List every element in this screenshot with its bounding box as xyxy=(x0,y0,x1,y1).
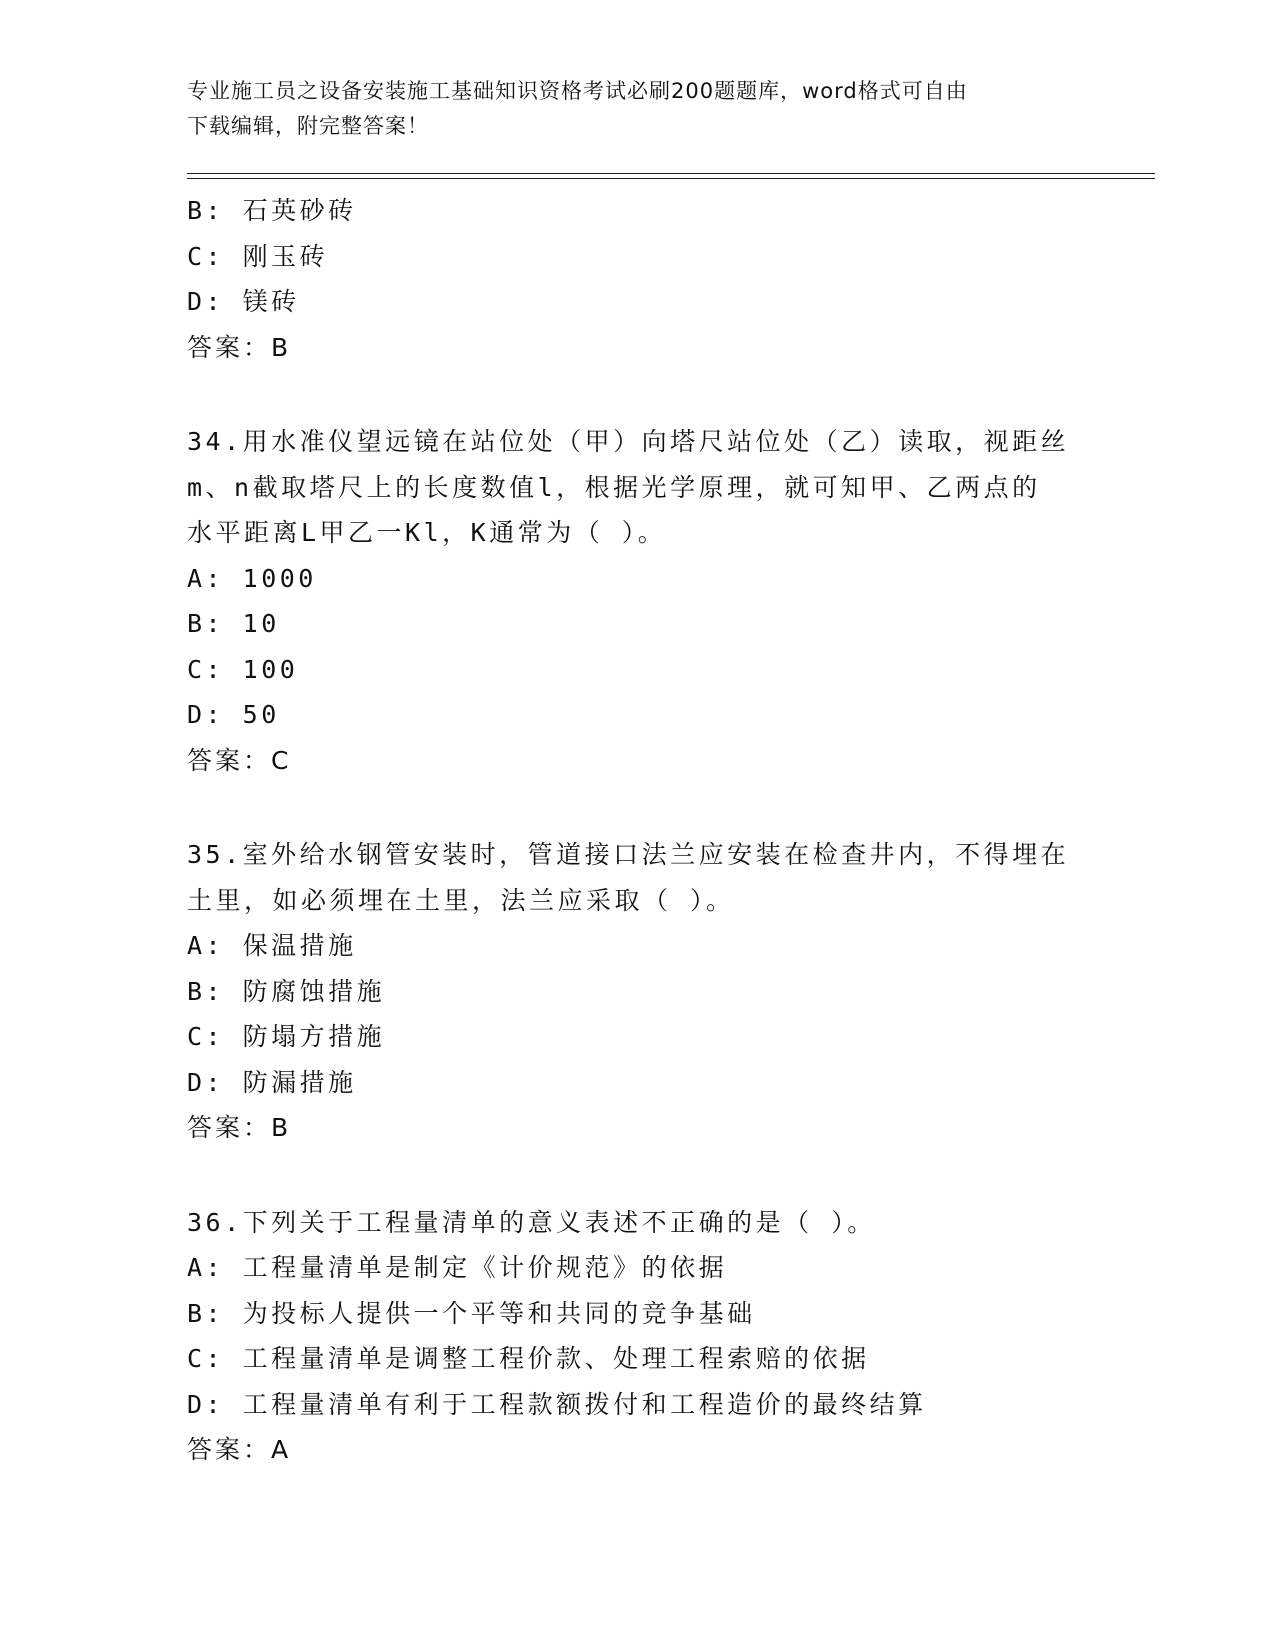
question-34-block xyxy=(187,419,1087,783)
q33-answer: 答案：B xyxy=(187,332,292,362)
q36-stem-line-1: 36.下列关于工程量清单的意义表述不正确的是（ ）。 xyxy=(187,1207,876,1237)
q34-option-a: A: 1000 xyxy=(187,563,317,593)
document-header xyxy=(187,74,1067,144)
q36-option-b: B: 为投标人提供一个平等和共同的竞争基础 xyxy=(187,1298,756,1328)
q35-option-c: C: 防塌方措施 xyxy=(187,1022,386,1051)
q34-stem-line-1: 34.用水准仪望远镜在站位处（甲）向塔尺站位处（乙）读取，视距丝 xyxy=(187,427,1070,456)
q33-option-b: B: 石英砂砖 xyxy=(187,196,357,225)
spacer xyxy=(187,370,1087,419)
header-divider-bottom xyxy=(187,178,1155,179)
q33-option-c: C: 刚玉砖 xyxy=(187,241,329,271)
header-divider-top xyxy=(187,173,1155,174)
q34-answer: 答案：C xyxy=(187,745,292,775)
spacer xyxy=(187,783,1087,832)
question-36-block xyxy=(187,1200,1087,1473)
q35-answer: 答案：B xyxy=(187,1113,292,1142)
spacer xyxy=(187,1151,1087,1200)
q34-stem-line-2: m、n截取塔尺上的长度数值l，根据光学原理，就可知甲、乙两点的 xyxy=(187,472,1041,502)
q35-stem-line-2: 土里，如必须埋在土里，法兰应采取（ ）。 xyxy=(187,885,735,915)
q36-option-d: D: 工程量清单有利于工程款额拨付和工程造价的最终结算 xyxy=(187,1389,927,1419)
q36-answer: 答案：A xyxy=(187,1435,292,1464)
q34-option-b: B: 10 xyxy=(187,609,280,638)
question-35-block xyxy=(187,832,1087,1151)
q36-option-a: A: 工程量清单是制定《计价规范》的依据 xyxy=(187,1253,728,1282)
question-list xyxy=(187,188,1087,1473)
q34-stem-line-3: 水平距离L甲乙一Kl，K通常为（ ）。 xyxy=(187,518,667,547)
q35-stem-line-1: 35.室外给水钢管安装时，管道接口法兰应安装在检查井内，不得埋在 xyxy=(187,840,1070,869)
q36-option-c: C: 工程量清单是调整工程价款、处理工程索赔的依据 xyxy=(187,1344,870,1373)
q35-option-d: D: 防漏措施 xyxy=(187,1067,357,1097)
question-33-block xyxy=(187,188,1087,370)
q34-option-d: D: 50 xyxy=(187,700,280,729)
q34-option-c: C: 100 xyxy=(187,654,299,684)
q35-option-b: B: 防腐蚀措施 xyxy=(187,976,386,1006)
header-title-line-2: 下载编辑，附完整答案！ xyxy=(187,114,429,138)
q35-option-a: A: 保温措施 xyxy=(187,931,357,960)
header-title-line-1: 专业施工员之设备安装施工基础知识资格考试必刷200题题库，word格式可自由 xyxy=(187,79,968,103)
q33-option-d: D: 镁砖 xyxy=(187,287,300,316)
